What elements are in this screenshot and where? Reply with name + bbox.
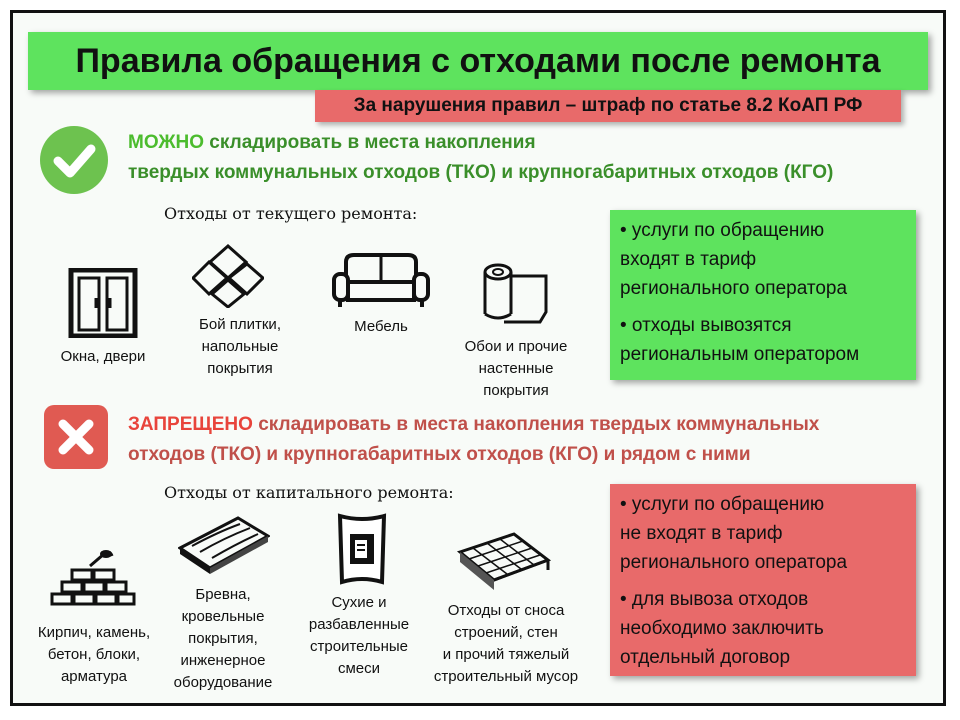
- tile-icon: [192, 244, 264, 313]
- allowed-line2: твердых коммунальных отходов (ТКО) и крупногабаритных отходов (КГО): [128, 162, 834, 183]
- allowed-info-removal: • отходы вывозятся региональным оператором: [620, 315, 860, 365]
- current-repair-subheading: Отходы от текущего ремонта:: [164, 204, 418, 223]
- forbidden-accent: ЗАПРЕЩЕНО: [128, 414, 253, 435]
- cross-icon: [44, 405, 108, 469]
- wallpaper-roll-icon: [482, 262, 550, 333]
- allowed-info-panel: [610, 210, 916, 380]
- checkmark-icon: [40, 126, 108, 194]
- allowed-heading: [128, 128, 833, 188]
- item-demolition-waste: Отходы от сноса строений, стен и прочий тяжелый строительный мусор: [433, 602, 579, 685]
- allowed-line1: складировать в места накопления: [204, 132, 536, 153]
- item-dry-mixes: Сухие и разбавленные строительные смеси: [308, 594, 410, 677]
- allowed-info-tariff: • услуги по обращению входят в тариф регионального оператора: [620, 220, 848, 299]
- sofa-icon: [332, 252, 430, 313]
- item-wallpaper: Обои и прочие настенные покрытия: [464, 338, 568, 399]
- item-tiles: Бой плитки, напольные покрытия: [199, 316, 281, 377]
- cement-bag-icon: [336, 512, 388, 591]
- forbidden-info-panel: [610, 484, 916, 676]
- fine-notice: За нарушения правил – штраф по статье 8.2 КоАП РФ: [315, 90, 901, 122]
- forbidden-line1: складировать в места накопления твердых коммунальных: [252, 414, 820, 435]
- item-windows-doors: Окна, двери: [60, 348, 146, 365]
- item-logs: Бревна, кровельные покрытия, инженерное оборудование: [173, 586, 273, 691]
- item-furniture: Мебель: [354, 318, 408, 335]
- log-icon: [178, 514, 270, 581]
- capital-repair-subheading: Отходы от капитального ремонта:: [164, 483, 454, 502]
- page-title: Правила обращения с отходами после ремонта: [28, 32, 928, 90]
- item-bricks: Кирпич, камень, бетон, блоки, арматура: [37, 624, 151, 685]
- forbidden-heading: [128, 410, 819, 470]
- bricks-icon: [50, 548, 136, 619]
- forbidden-info-contract: • для вывоза отходов необходимо заключить отдельный договор: [620, 589, 824, 668]
- forbidden-info-tariff: • услуги по обращению не входят в тариф регионального оператора: [620, 494, 848, 573]
- allowed-accent: МОЖНО: [128, 132, 205, 153]
- door-icon: [68, 268, 138, 343]
- roof-panel-icon: [456, 530, 552, 597]
- forbidden-line2: отходов (ТКО) и крупногабаритных отходов (КГО) и рядом с ними: [128, 444, 751, 465]
